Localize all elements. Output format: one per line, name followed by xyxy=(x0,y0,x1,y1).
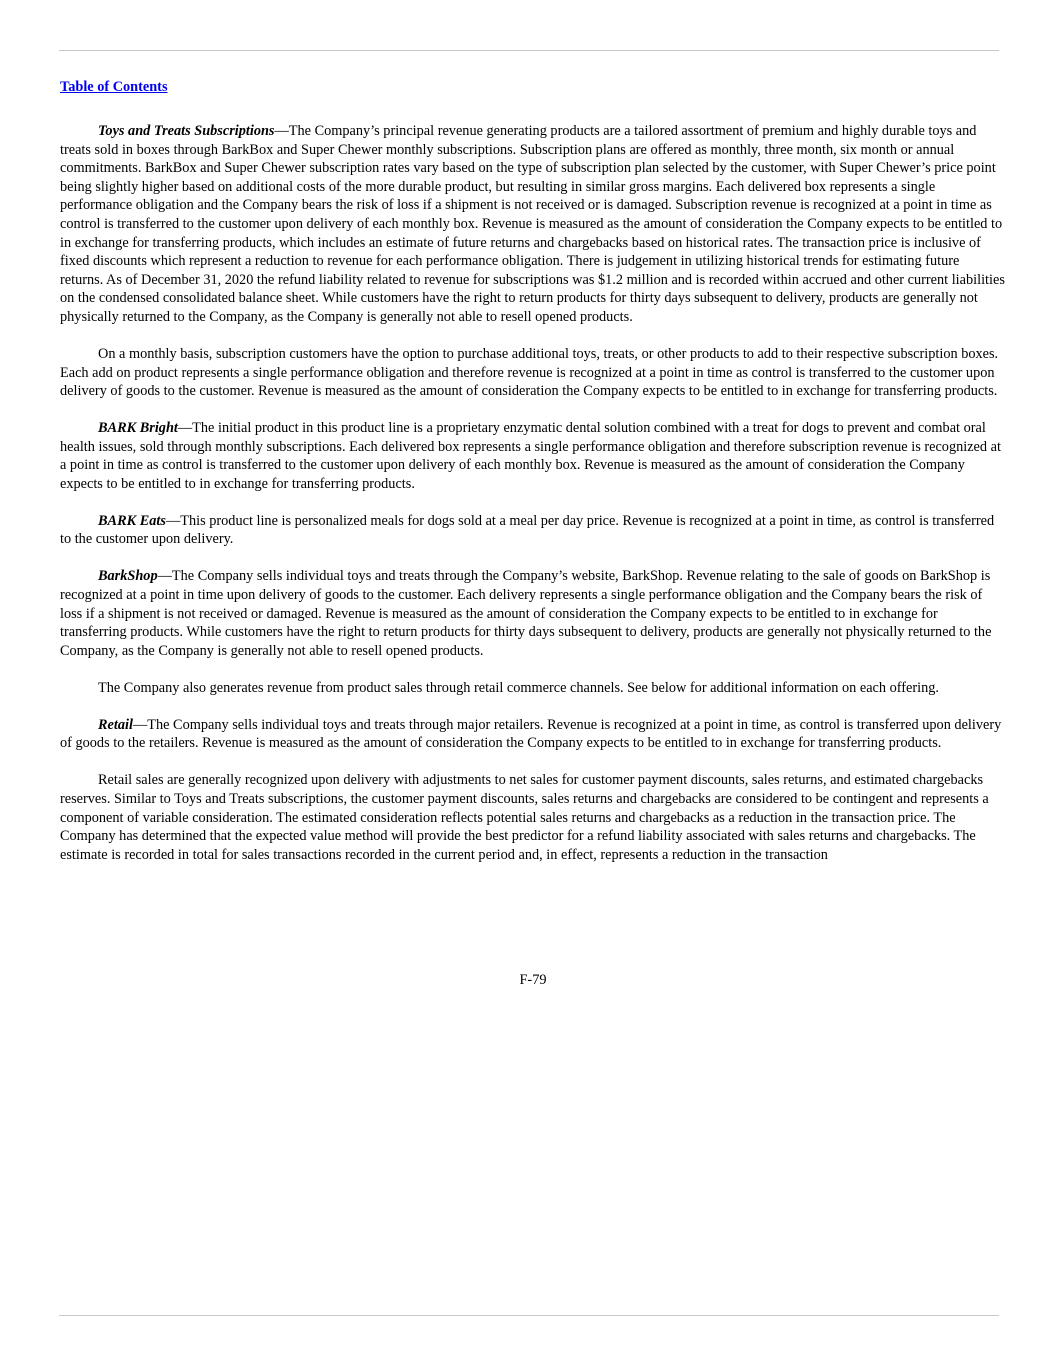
paragraph-text: —The Company sells individual toys and treats through major retailers. Revenue is recognized at a point in time, as control is transferred upon delivery of goods to the retailers. Revenue is measured as the amount of consideration the Company expects to be entitled to in exchange for transferring products. xyxy=(60,716,1002,752)
paragraph-lead: BarkShop xyxy=(98,568,158,585)
paragraph-bark-bright xyxy=(60,419,1006,493)
paragraph-text: —This product line is personalized meals for dogs sold at a meal per day price. Revenue is recognized at a point in time, as control is transferred to the customer upon delivery. xyxy=(60,512,995,548)
paragraph-text: —The Company’s principal revenue generating products are a tailored assortment of premium and highly durable toys and treats sold in boxes through BarkBox and Super Chewer monthly subscriptions. Subscription plans are offered as monthly, three month, six month or annual commitments. BarkBox and Super Chewer subscription rates vary based on the type of subscription plan selected by the customer, with Super Chewer’s price point being slightly higher based on additional costs of the more durable product, but resulting in similar gross margins. Each delivered box represents a single performance obligation and the Company bears the risk of loss if a shipment is not received or is damaged. Subscription revenue is recognized at a point in time as control is transferred to the customer upon delivery of each monthly box. Revenue is measured as the amount of consideration the Company expects to be entitled to in exchange for transferring products, which includes an estimate of future returns and chargebacks based on historical rates. The transaction price is inclusive of fixed discounts which represent a reduction to revenue for each performance obligation. There is judgement in utilizing historical trends for estimating future returns. As of December 31, 2020 the refund liability related to revenue for subscriptions was $1.2 million and is recorded within accrued and other current liabilities on the condensed consolidated balance sheet. While customers have the right to return products for thirty days subsequent to delivery, products are generally not physically returned to the Company, as the Company is generally not able to resell opened products. xyxy=(60,123,1005,325)
paragraph-lead: Toys and Treats Subscriptions xyxy=(98,123,275,139)
paragraph-lead: BARK Bright xyxy=(98,420,178,437)
paragraph-text: —The Company sells individual toys and treats through the Company’s website, BarkShop. Revenue relating to the sale of goods on BarkShop is recognized at a point in time upon delivery of goods to the customer. Each delivery represents a single performance obligation and the Company bears the risk of loss if a shipment is not received or damaged. Revenue is measured as the amount of consideration the Company expects to be entitled to in exchange for transferring products. While customers have the right to return products for thirty days subsequent to delivery, products are generally not physically returned to the Company, as the Company is generally not able to resell opened products. xyxy=(60,568,992,659)
paragraph-retail xyxy=(60,716,1006,753)
paragraph-lead: Retail xyxy=(98,716,133,733)
paragraph-lead: BARK Eats xyxy=(98,512,166,529)
paragraph-text: The Company also generates revenue from product sales through retail commerce channels. See below for additional information on each offering. xyxy=(98,679,939,696)
page-number: F-79 xyxy=(519,972,547,988)
paragraph-retail-sales xyxy=(60,771,1006,864)
paragraph-retail-channels xyxy=(60,679,1006,698)
paragraph-add-on-products xyxy=(60,345,1006,401)
paragraph-text: Retail sales are generally recognized upon delivery with adjustments to net sales for customer payment discounts, sales returns, and estimated chargebacks reserves. Similar to Toys and Treats subscriptions, the customer payment discounts, sales returns and chargebacks are considered to be contingent and represents a component of variable consideration. The estimated consideration reflects potential sales returns and chargebacks as a reduction in the transaction price. The Company has determined that the expected value method will provide the best predictor for a refund liability associated with sales returns and chargebacks. The estimate is recorded in total for sales transactions recorded in the current period and, in effect, represents a reduction in the transaction xyxy=(60,772,989,863)
paragraph-barkshop xyxy=(60,567,1006,660)
top-divider xyxy=(59,50,999,51)
bottom-divider xyxy=(59,1315,999,1316)
paragraph-bark-eats xyxy=(60,512,1006,549)
paragraph-text: —The initial product in this product line is a proprietary enzymatic dental solution combined with a treat for dogs to prevent and combat oral health issues, sold through monthly subscriptions. Each delivered box represents a single performance obligation and therefore subscription revenue is recognized at a point in time as control is transferred to the customer upon delivery of each monthly box. Revenue is measured as the amount of consideration the Company expects to be entitled to in exchange for transferring products. xyxy=(60,420,1001,492)
document-body xyxy=(60,122,1006,883)
table-of-contents-link[interactable]: Table of Contents xyxy=(60,79,168,95)
paragraph-text: On a monthly basis, subscription customers have the option to purchase additional toys, treats, or other products to add to their respective subscription boxes. Each add on product represents a single performance obligation and therefore revenue is recognized at a point in time as control is transferred to the customer upon delivery of goods to the customer. Revenue is measured as the amount of consideration the Company expects to be entitled to in exchange for transferring products. xyxy=(60,345,999,400)
paragraph-toys-and-treats-subscriptions xyxy=(60,122,1006,327)
